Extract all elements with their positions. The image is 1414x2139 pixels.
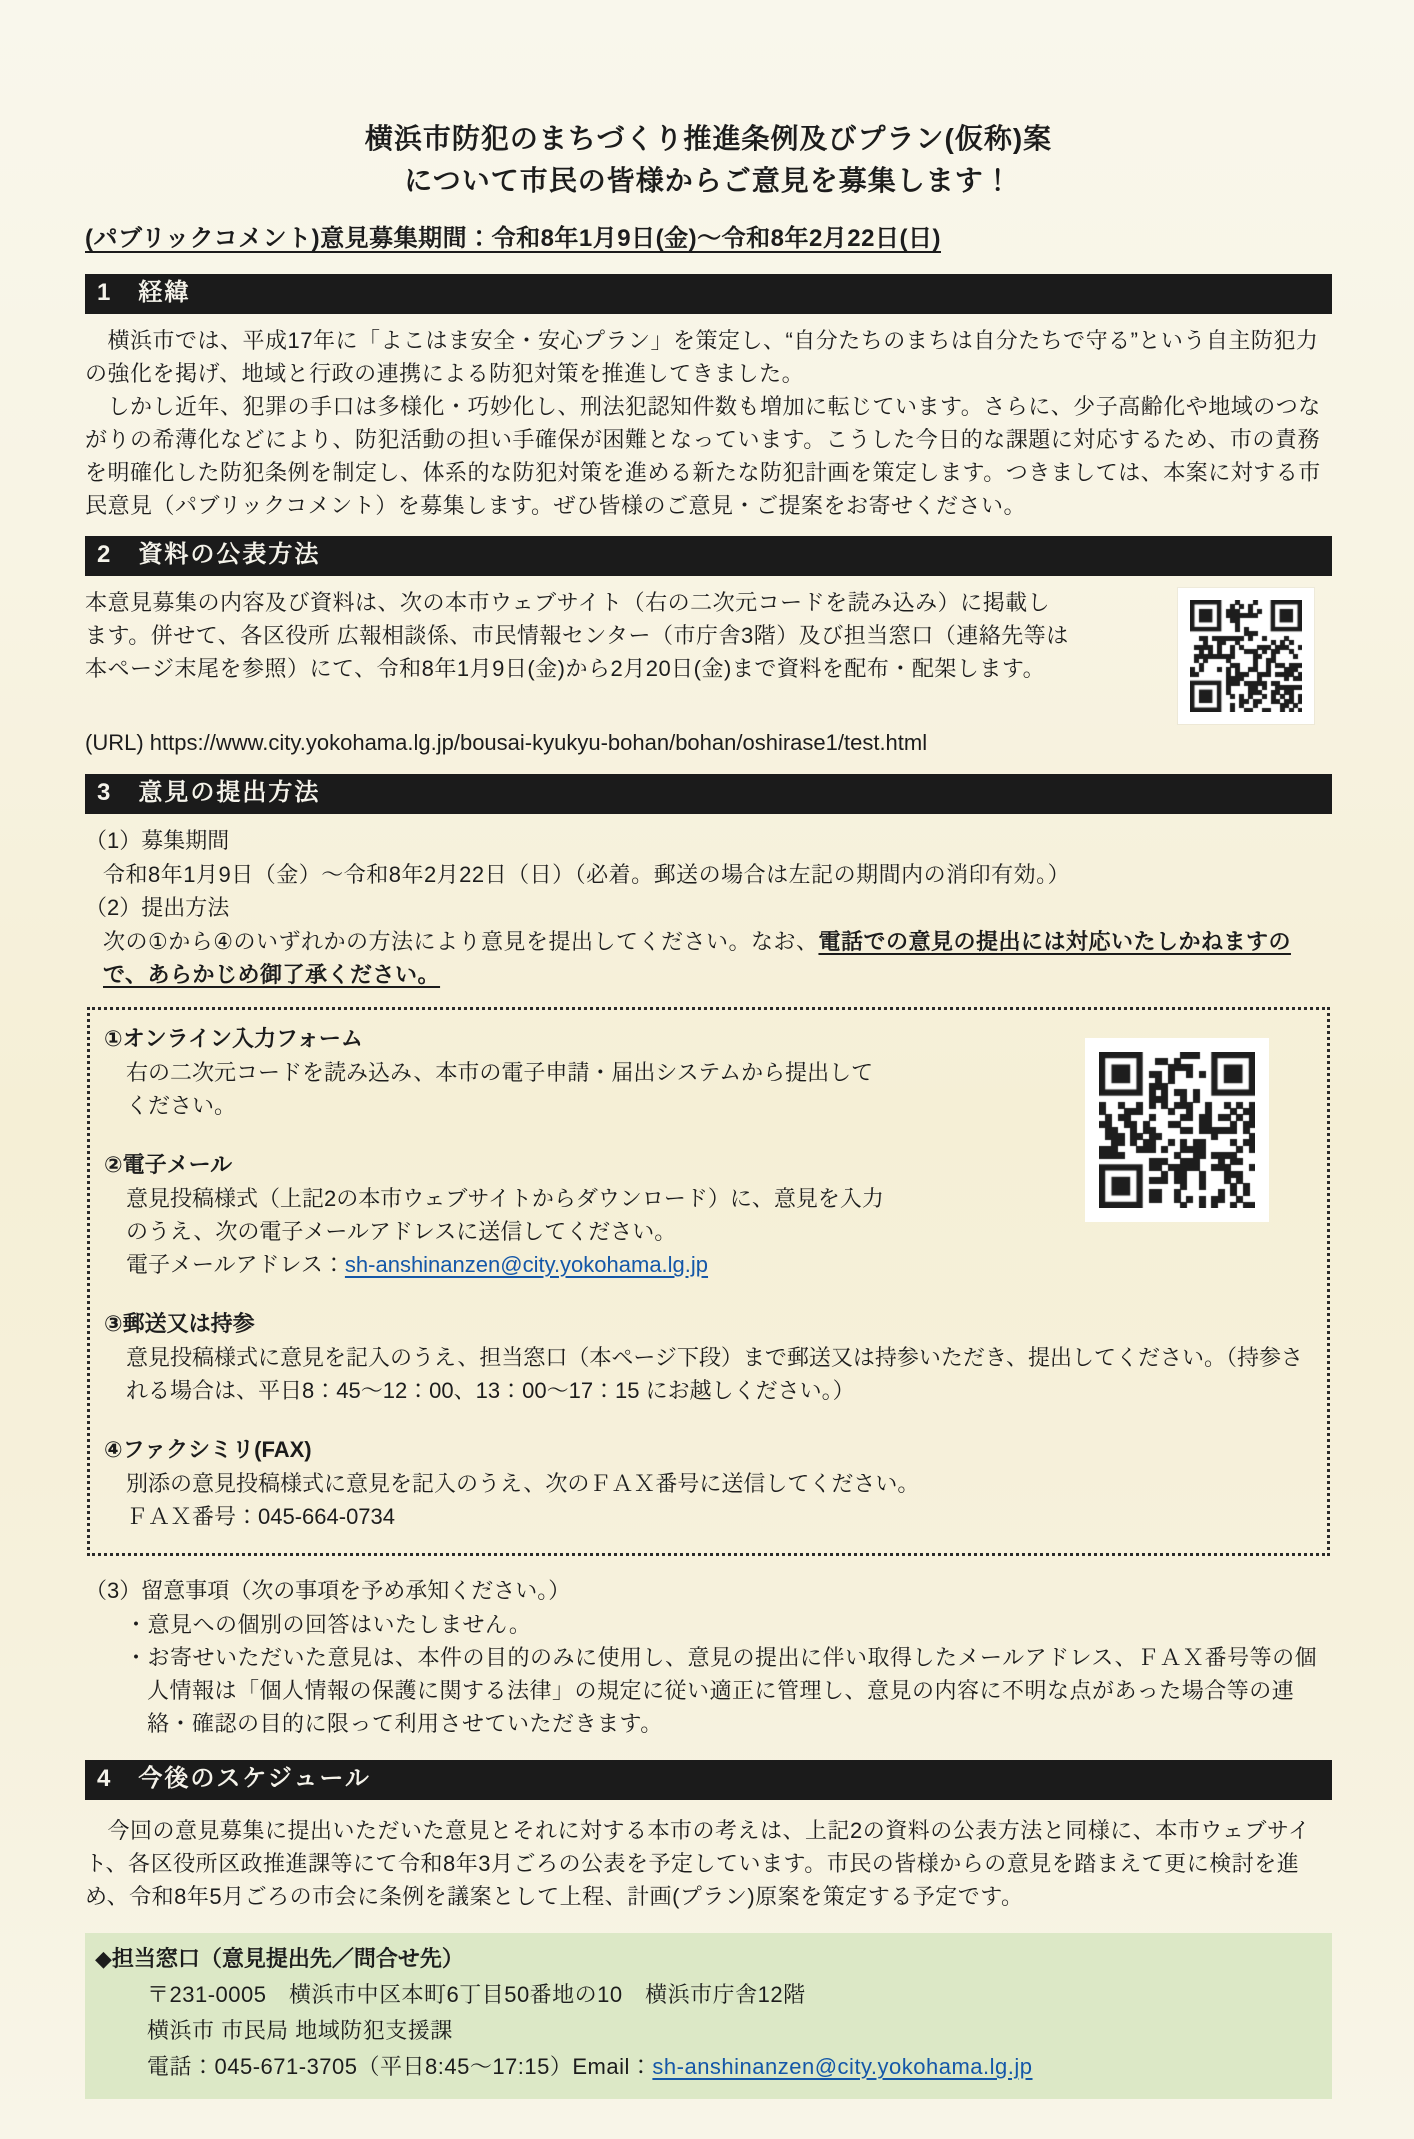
- section4-paragraph: 今回の意見募集に提出いただいた意見とそれに対する本市の考えは、上記2の資料の公表方法と同様に、本市ウェブサイト、各区役所区政推進課等にて令和8年3月ごろの公表を予定しています。市民の皆様からの意見を踏まえて更に検討を進め、令和8年5月ごろの市会に条例を議案として上程、計画(プラン)原案を策定する予定です。: [85, 1818, 1311, 1909]
- qr-code-website: [1178, 588, 1314, 724]
- method-fax: [104, 1433, 1311, 1533]
- section1-body: [85, 324, 1332, 522]
- page-title-line1: 横浜市防犯のまちづくり推進条例及びプラン(仮称)案: [364, 123, 1053, 154]
- method4-title: ④ファクシミリ(FAX): [104, 1437, 312, 1462]
- title-block: [85, 118, 1332, 202]
- method2-title: ②電子メール: [104, 1152, 233, 1177]
- fax-number: ＦＡＸ番号：045-664-0734: [126, 1504, 396, 1529]
- qr-code-online-form: [1085, 1038, 1269, 1222]
- comment-period-subtitle: (パブリックコメント)意見募集期間：令和8年1月9日(金)～令和8年2月22日(日): [85, 225, 941, 252]
- url-label: (URL): [85, 730, 144, 755]
- note-bullet-1: ・意見への個別の回答はいたしません。: [125, 1612, 532, 1637]
- email-label: 電子メールアドレス：: [126, 1252, 345, 1277]
- contact-window-box: [85, 1933, 1332, 2099]
- method3-body: 意見投稿様式に意見を記入のうえ、担当窓口（本ページ下段）まで郵送又は持参いただき、提出してください。（持参される場合は、平日8：45～12：00、13：00～17：15 にお越しください。）: [126, 1345, 1304, 1403]
- method2-body: 意見投稿様式（上記2の本市ウェブサイトからダウンロード）に、意見を入力のうえ、次の電子メールアドレスに送信してください。: [126, 1186, 884, 1244]
- no-phone-warning: 電話での意見の提出には対応いたしかねますので、あらかじめ御了承ください。: [103, 929, 1291, 987]
- contact-address-line2: 横浜市 市民局 地域防犯支援課: [147, 2018, 453, 2043]
- section4-body: [85, 1814, 1332, 1913]
- section4-header-bar: 4 今後のスケジュール: [85, 1760, 1332, 1800]
- section2-body: [85, 586, 1332, 760]
- section2-header-bar: 2 資料の公表方法: [85, 536, 1332, 576]
- notes-title: （3）留意事項（次の事項を予め承知ください。）: [85, 1578, 571, 1603]
- method-mail-or-bring: [104, 1307, 1311, 1407]
- method4-body: 別添の意見投稿様式に意見を記入のうえ、次のＦＡＸ番号に送信してください。: [126, 1471, 920, 1496]
- contact-phone: 電話：045-671-3705（平日8:45～17:15）Email：: [147, 2054, 653, 2079]
- note-bullet-2: ・お寄せいただいた意見は、本件の目的のみに使用し、意見の提出に伴い取得したメールアドレス、ＦＡＸ番号等の個人情報は「個人情報の保護に関する法律」の規定に従い適正に管理し、意見の内容に不明な点があった場合等の連絡・確認の目的に限って利用させていただきます。: [125, 1645, 1318, 1736]
- method2-email-line: [104, 1248, 1311, 1281]
- section1-paragraph2: しかし近年、犯罪の手口は多様化・巧妙化し、刑法犯認知件数も増加に転じています。さらに、少子高齢化や地域のつながりの希薄化などにより、防犯活動の担い手確保が困難となっています。こうした今日的な課題に対応するため、市の責務を明確化した防犯条例を制定し、体系的な防犯対策を進める新たな防犯計画を策定します。つきましては、本案に対する市民意見（パブリックコメント）を募集します。ぜひ皆様のご意見・ご提案をお寄せください。: [85, 394, 1321, 518]
- recruitment-period-dates: 令和8年1月9日（金）～令和8年2月22日（日）（必着。郵送の場合は左記の期間内の消印有効。）: [103, 862, 1071, 887]
- notes-block: [85, 1574, 1332, 1740]
- method1-title: ①オンライン入力フォーム: [104, 1026, 363, 1051]
- website-url-line: [85, 726, 1332, 760]
- email-address-link[interactable]: sh-anshinanzen@city.yokohama.lg.jp: [344, 1252, 709, 1277]
- submission-method-pre: 次の①から④のいずれかの方法により意見を提出してください。なお、: [103, 929, 819, 954]
- section1-header-bar: 1 経緯: [85, 274, 1332, 314]
- submission-methods-box: [87, 1007, 1330, 1556]
- section3-header-bar: 3 意見の提出方法: [85, 774, 1332, 814]
- contact-email-link[interactable]: sh-anshinanzen@city.yokohama.lg.jp: [652, 2054, 1033, 2079]
- qr-code-icon: [1099, 1052, 1255, 1208]
- contact-address-line1: 〒231-0005 横浜市中区本町6丁目50番地の10 横浜市庁舎12階: [147, 1982, 806, 2007]
- section3-body: [85, 824, 1332, 1740]
- website-url-link[interactable]: https://www.city.yokohama.lg.jp/bousai-kyukyu-bohan/bohan/oshirase1/test.html: [149, 730, 928, 755]
- method3-title: ③郵送又は持参: [104, 1311, 255, 1336]
- contact-title: ◆担当窓口（意見提出先／問合せ先）: [95, 1946, 464, 1971]
- submission-method-title: （2）提出方法: [85, 895, 230, 920]
- page-title-line2: について市民の皆様からご意見を募集します！: [404, 165, 1013, 196]
- qr-code-icon: [1190, 600, 1302, 712]
- submission-method-text: [85, 925, 1332, 991]
- contact-phone-email-line: [147, 2049, 1318, 2085]
- section1-paragraph1: 横浜市では、平成17年に「よこはま安全・安心プラン」を策定し、“自分たちのまちは自分たちで守る”という自主防犯力の強化を掲げ、地域と行政の連携による防犯対策を推進してきました。: [85, 328, 1319, 386]
- method1-body: 右の二次元コードを読み込み、本市の電子申請・届出システムから提出してください。: [126, 1060, 874, 1118]
- recruitment-period-title: （1）募集期間: [85, 828, 230, 853]
- section2-paragraph: 本意見募集の内容及び資料は、次の本市ウェブサイト（右の二次元コードを読み込み）に掲載します。併せて、各区役所 広報相談係、市民情報センター（市庁舎3階）及び担当窓口（連絡先等は本ページ末尾を参照）にて、令和8年1月9日(金)から2月20日(金)まで資料を配布・配架します。: [85, 590, 1069, 681]
